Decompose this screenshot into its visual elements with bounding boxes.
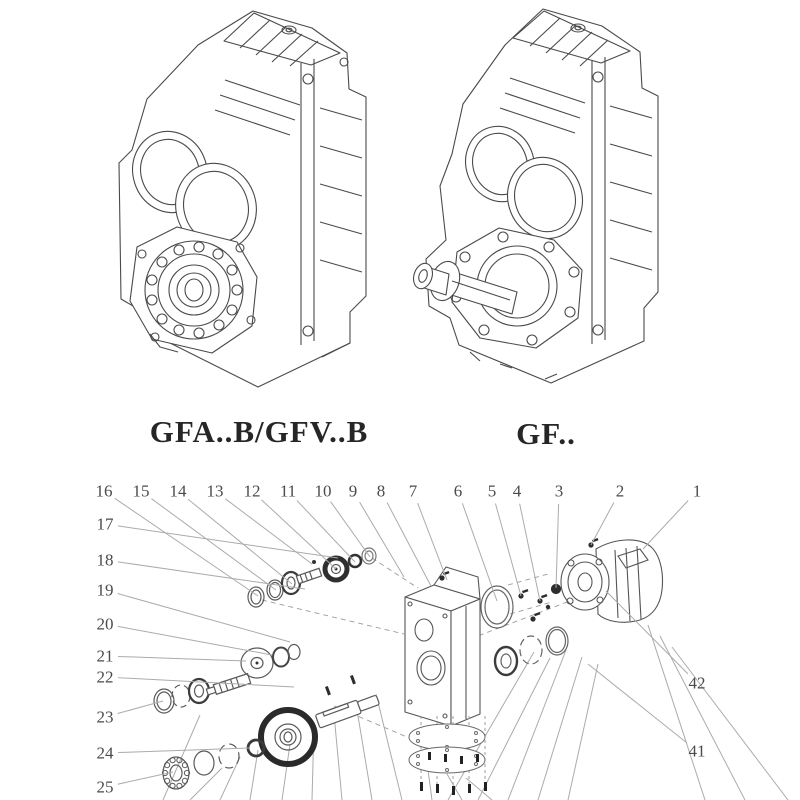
callout-number-6: 6 — [453, 481, 463, 501]
leader-line-1 — [643, 501, 688, 549]
callout-number-12: 12 — [243, 481, 261, 501]
motor — [561, 540, 663, 622]
leader-line-18 — [118, 562, 305, 589]
leader-line-23 — [118, 701, 163, 714]
callout-number-9: 9 — [348, 481, 358, 501]
callout-number-8: 8 — [376, 481, 386, 501]
callout-number-16: 16 — [95, 481, 113, 501]
bottom-gaskets-and-bolts — [409, 716, 487, 795]
input-shaft-parts — [248, 548, 376, 607]
leader-line-22 — [118, 678, 294, 687]
gearbox-left-drawing — [119, 11, 366, 387]
callout-number-14: 14 — [169, 481, 187, 501]
output-shaft — [315, 700, 361, 728]
leader-line-41 — [588, 664, 687, 743]
callout-number-1: 1 — [692, 481, 702, 501]
callout-number-42: 42 — [688, 673, 706, 693]
callout-layer — [96, 482, 706, 797]
callout-number-19: 19 — [96, 580, 114, 600]
snap-ring — [219, 744, 239, 768]
motor-bearing — [495, 647, 517, 675]
callout-number-10: 10 — [314, 481, 332, 501]
leader-line-21 — [118, 656, 246, 661]
leader-line-11 — [297, 500, 355, 562]
gear-housing — [405, 567, 480, 726]
intermediate-gear-parts — [154, 645, 300, 714]
callout-number-22: 22 — [96, 667, 114, 687]
callout-number-13: 13 — [206, 481, 224, 501]
o-ring — [546, 627, 568, 655]
callout-number-23: 23 — [96, 707, 114, 727]
gasket-plate — [409, 724, 485, 750]
retaining-ring — [172, 685, 190, 707]
model-label-gf: GF.. — [516, 416, 576, 451]
leader-line-17 — [118, 526, 338, 558]
callout-number-7: 7 — [408, 481, 418, 501]
callout-number-17: 17 — [96, 514, 114, 534]
washer — [273, 648, 289, 667]
leader-line-16 — [115, 498, 258, 596]
leader-line-2 — [591, 502, 614, 545]
snap-ring — [520, 636, 542, 664]
leader-line-8 — [387, 503, 431, 586]
leader-line-13 — [225, 499, 312, 564]
flange-gasket — [481, 586, 513, 628]
leader-line-14 — [188, 499, 292, 584]
washer — [349, 555, 361, 567]
callout-number-21: 21 — [96, 646, 114, 666]
callout-number-24: 24 — [96, 743, 114, 763]
leader-line-3 — [556, 504, 559, 588]
exploded-diagram — [96, 482, 789, 800]
callout-number-18: 18 — [96, 550, 114, 570]
callout-number-2: 2 — [615, 481, 625, 501]
pin — [312, 560, 316, 564]
callout-number-25: 25 — [96, 777, 114, 797]
leader-line-9 — [360, 502, 404, 577]
callout-number-11: 11 — [279, 481, 297, 501]
shaft-keys — [325, 675, 356, 695]
seal-ring — [194, 751, 214, 775]
callout-number-5: 5 — [487, 481, 497, 501]
callout-number-3: 3 — [554, 481, 564, 501]
leader-line-15 — [151, 499, 276, 590]
gearbox-right-drawing — [410, 9, 658, 383]
callout-number-4: 4 — [512, 481, 522, 501]
callout-number-15: 15 — [132, 481, 150, 501]
callout-number-41: 41 — [688, 741, 706, 761]
callout-number-20: 20 — [96, 614, 114, 634]
leader-line-4 — [520, 504, 540, 601]
model-label-gfab-gfvb: GFA..B/GFV..B — [149, 414, 369, 449]
leader-line-5 — [495, 504, 521, 596]
